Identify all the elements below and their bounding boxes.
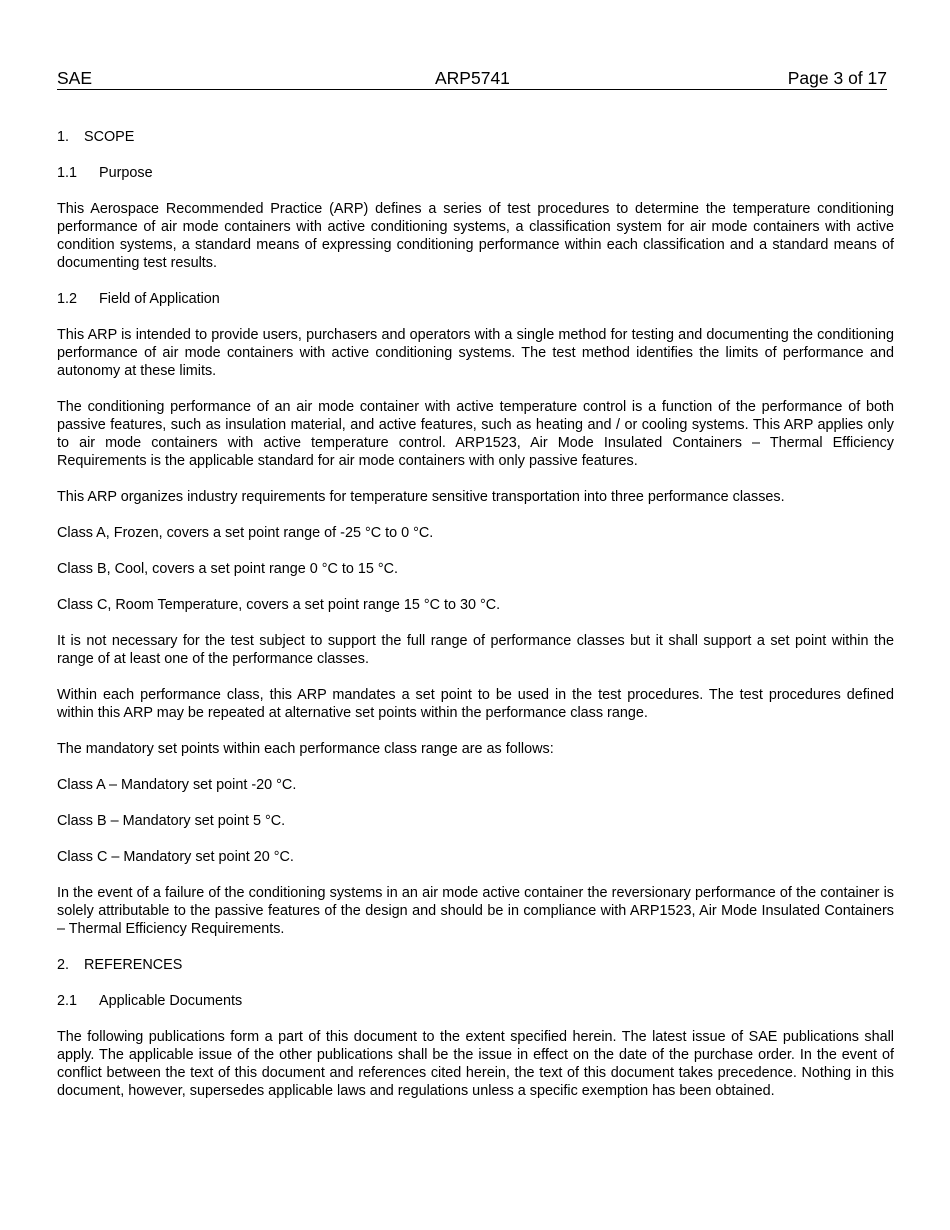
paragraph: In the event of a failure of the conditioning systems in an air mode active container the reversionary performance of the container is solely attributable to the passive features of the design and should be in compliance with ARP1523, Air Mode Insulated Containers – Thermal Efficiency Requirements.: [57, 885, 894, 937]
paragraph: Within each performance class, this ARP mandates a set point to be used in the test procedures. The test procedures defined within this ARP may be repeated at alternative set points within the performance class range.: [57, 687, 894, 721]
header-page-number: Page 3 of 17: [787, 68, 887, 88]
purpose-paragraph: This Aerospace Recommended Practice (ARP) defines a series of test procedures to determine the temperature conditioning performance of air mode containers with active conditioning systems, a classification system for air mode containers with active condition systems, a standard means of expressing conditioning performance within each classification and a standard means of documenting test results.: [57, 201, 894, 271]
section-title: REFERENCES: [84, 957, 183, 973]
subsection-heading-purpose: [57, 164, 894, 182]
mandatory-set-point-item: Class B – Mandatory set point 5 °C.: [57, 813, 286, 829]
section-title: SCOPE: [84, 129, 135, 145]
section-number: 2.1: [57, 993, 78, 1009]
section-heading-scope: [57, 128, 894, 146]
applicable-documents-paragraph: The following publications form a part of this document to the extent specified herein. The latest issue of SAE publications shall apply. The applicable issue of the other publications shall be the issue in effect on the date of the purchase order. In the event of conflict between the text of this document and references cited herein, the text of this document takes precedence. Nothing in this document, however, supersedes applicable laws and regulations unless a specific exemption has been obtained.: [57, 1029, 894, 1099]
section-title: Field of Application: [99, 291, 220, 307]
class-range-item: Class B, Cool, covers a set point range 0 °C to 15 °C.: [57, 561, 399, 577]
section-number: 1.1: [57, 165, 78, 181]
section-heading-references: [57, 956, 894, 974]
section-title: Applicable Documents: [99, 993, 243, 1009]
paragraph: The mandatory set points within each performance class range are as follows:: [57, 741, 554, 757]
paragraph: This ARP is intended to provide users, purchasers and operators with a single method for testing and documenting the conditioning performance of air mode containers with active conditioning systems. The test method identifies the limits of performance and autonomy at these limits.: [57, 327, 894, 379]
section-number: 2.: [57, 957, 70, 973]
paragraph: This ARP organizes industry requirements for temperature sensitive transportation into three performance classes.: [57, 489, 785, 505]
page-header: [57, 67, 887, 90]
paragraph: The conditioning performance of an air mode container with active temperature control is a function of the performance of both passive features, such as insulation material, and active features, such as heating and / or cooling systems. This ARP applies only to air mode containers with active temperature control. ARP1523, Air Mode Insulated Containers – Thermal Efficiency Requirements is the applicable standard for air mode containers with only passive features.: [57, 399, 894, 469]
section-number: 1.2: [57, 291, 78, 307]
header-document-number: ARP5741: [435, 68, 510, 88]
section-title: Purpose: [99, 165, 153, 181]
class-range-item: Class A, Frozen, covers a set point range of -25 °C to 0 °C.: [57, 525, 434, 541]
header-publisher: SAE: [57, 68, 93, 88]
class-range-item: Class C, Room Temperature, covers a set point range 15 °C to 30 °C.: [57, 597, 501, 613]
paragraph: It is not necessary for the test subject to support the full range of performance classes but it shall support a set point within the range of at least one of the performance classes.: [57, 633, 894, 667]
subsection-heading-field-of-application: [57, 290, 894, 308]
document-body: [57, 128, 894, 1118]
mandatory-set-point-item: Class A – Mandatory set point -20 °C.: [57, 777, 297, 793]
subsection-heading-applicable-documents: [57, 992, 894, 1010]
section-number: 1.: [57, 129, 70, 145]
mandatory-set-point-item: Class C – Mandatory set point 20 °C.: [57, 849, 294, 865]
